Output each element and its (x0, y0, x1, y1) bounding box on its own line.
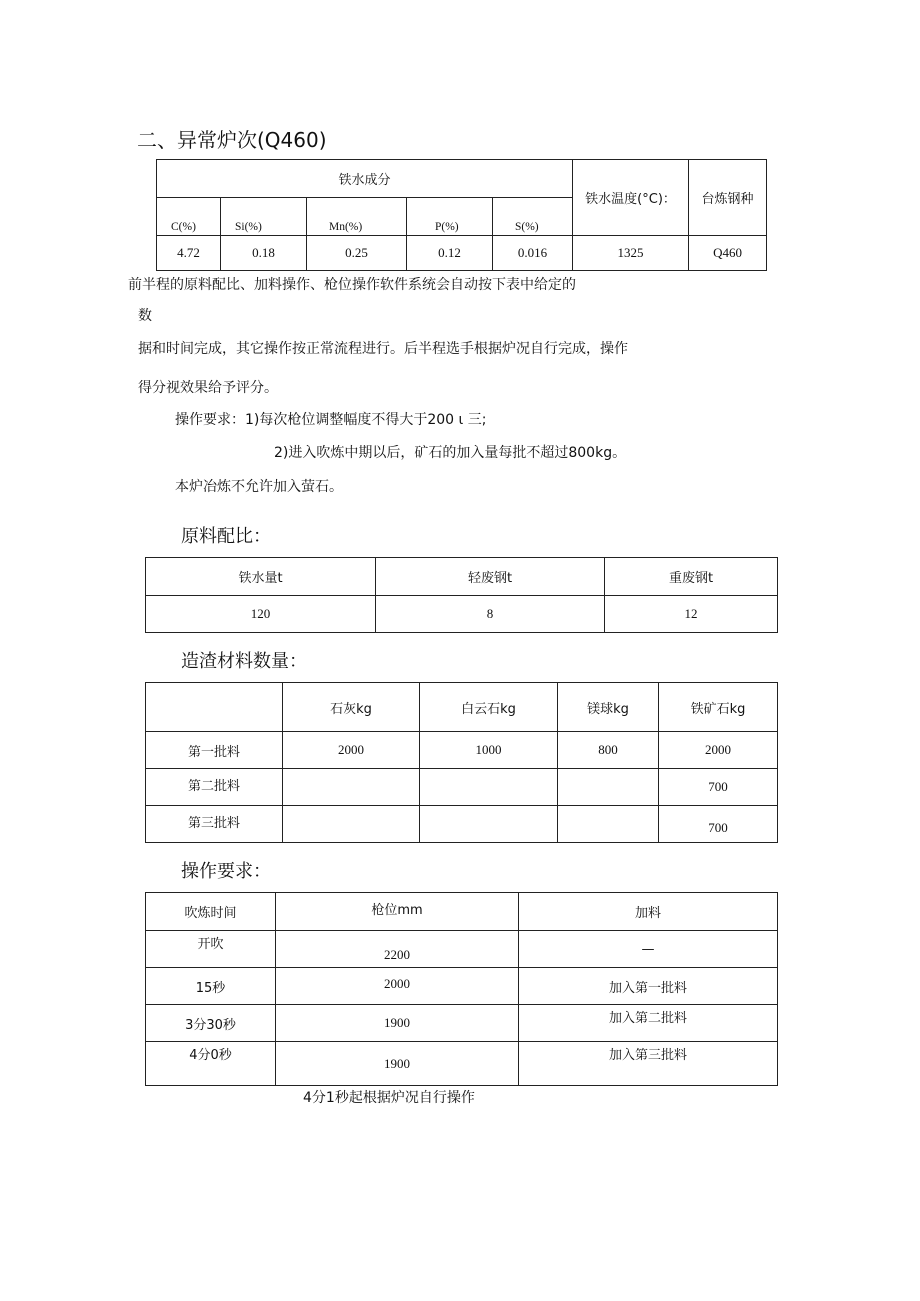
slag-title: 造渣材料数量： (181, 651, 307, 672)
paragraph-line-2: 数 (138, 308, 152, 324)
raw-value-iron: 120 (146, 596, 376, 633)
val-p: 0.12 (407, 236, 493, 271)
table-row (146, 806, 778, 843)
raw-value-light-scrap: 8 (376, 596, 605, 633)
op-header-lance: 枪位mm (276, 893, 519, 931)
slag-cell (420, 769, 558, 806)
operation-title: 操作要求： (181, 861, 271, 882)
op-charge: 加入第三批料 (519, 1042, 778, 1086)
op-time: 开吹 (146, 931, 276, 968)
raw-material-title: 原料配比： (181, 526, 271, 547)
col-si: Si(%) (221, 198, 307, 236)
slag-table (145, 682, 778, 843)
raw-header-iron: 铁水量t (146, 558, 376, 596)
temp-header: 铁水温度(°C)： (573, 160, 689, 236)
slag-cell: 800 (558, 732, 659, 769)
op-time: 15秒 (146, 968, 276, 1005)
section-title: 二、异常炉次(Q460) (137, 128, 327, 152)
slag-cell: 1000 (420, 732, 558, 769)
table-row (146, 732, 778, 769)
op-lance: 2000 (276, 968, 519, 1005)
op-lance: 2200 (276, 931, 519, 968)
slag-cell (283, 769, 420, 806)
slag-cell (283, 806, 420, 843)
raw-header-light-scrap: 轻废钢t (376, 558, 605, 596)
op-charge: 加入第二批料 (519, 1005, 778, 1042)
slag-cell (420, 806, 558, 843)
slag-header-blank (146, 683, 283, 732)
op-header-charge: 加料 (519, 893, 778, 931)
val-si: 0.18 (221, 236, 307, 271)
slag-cell: 700 (659, 806, 778, 843)
slag-row-label: 第二批料 (146, 769, 283, 806)
slag-header-ironore: 铁矿石kg (659, 683, 778, 732)
slag-cell (558, 806, 659, 843)
val-c: 4.72 (157, 236, 221, 271)
col-c: C(%) (157, 198, 221, 236)
paragraph-line-4: 得分视效果给予评分。 (138, 380, 278, 396)
slag-header-mgball: 镁球kg (558, 683, 659, 732)
temp-value: 1325 (573, 236, 689, 271)
raw-material-table (145, 557, 778, 633)
op-header-time: 吹炼时间 (146, 893, 276, 931)
slag-cell: 2000 (283, 732, 420, 769)
composition-group-header: 铁水成分 (157, 160, 573, 198)
operation-table (145, 892, 778, 1086)
requirement-2: 2)进入吹炼中期以后，矿石的加入量每批不超过800kg。 (274, 445, 627, 461)
grade-value: Q460 (689, 236, 767, 271)
slag-cell: 2000 (659, 732, 778, 769)
slag-header-dolomite: 白云石kg (420, 683, 558, 732)
slag-header-lime: 石灰kg (283, 683, 420, 732)
iron-composition-table (156, 159, 767, 271)
col-mn: Mn(%) (307, 198, 407, 236)
op-lance: 1900 (276, 1005, 519, 1042)
table-row (146, 1042, 778, 1086)
paragraph-line-3: 据和时间完成，其它操作按正常流程进行。后半程选手根据炉况自行完成，操作 (138, 341, 628, 357)
slag-cell: 700 (659, 769, 778, 806)
slag-row-label: 第三批料 (146, 806, 283, 843)
op-time: 4分0秒 (146, 1042, 276, 1086)
col-p: P(%) (407, 198, 493, 236)
requirement-3: 本炉冶炼不允许加入萤石。 (175, 479, 343, 495)
table-row (146, 1005, 778, 1042)
raw-value-heavy-scrap: 12 (605, 596, 778, 633)
op-lance: 1900 (276, 1042, 519, 1086)
op-charge: — (519, 931, 778, 968)
table-row (146, 769, 778, 806)
slag-cell (558, 769, 659, 806)
op-charge: 加入第一批料 (519, 968, 778, 1005)
raw-header-heavy-scrap: 重废钢t (605, 558, 778, 596)
table-row (146, 931, 778, 968)
requirement-1: 操作要求：1)每次枪位调整幅度不得大于200 ι 三; (175, 412, 487, 428)
val-mn: 0.25 (307, 236, 407, 271)
grade-header: 台炼钢种 (689, 160, 767, 236)
col-s: S(%) (493, 198, 573, 236)
paragraph-line-1: 前半程的原料配比、加料操作、枪位操作软件系统会自动按下表中给定的 (128, 277, 576, 293)
val-s: 0.016 (493, 236, 573, 271)
table-row (146, 968, 778, 1005)
operation-footnote: 4分1秒起根据炉况自行操作 (303, 1090, 475, 1106)
slag-row-label: 第一批料 (146, 732, 283, 769)
op-time: 3分30秒 (146, 1005, 276, 1042)
